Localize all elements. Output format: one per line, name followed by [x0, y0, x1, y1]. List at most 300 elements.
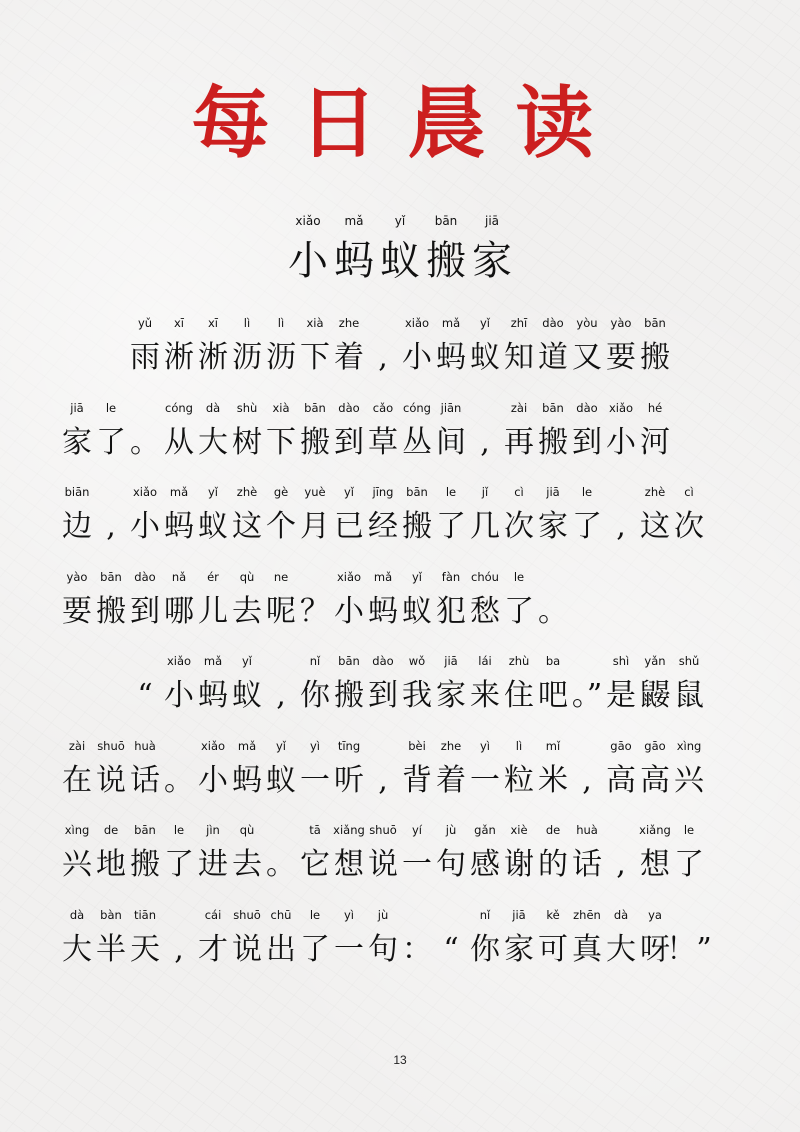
char-cell [536, 650, 570, 722]
char-cell [60, 819, 94, 891]
hanzi: 下 [300, 340, 330, 375]
char-cell [230, 735, 264, 807]
text-line [60, 735, 706, 807]
pinyin: ba [545, 654, 561, 668]
pinyin: wǒ [408, 654, 426, 668]
hanzi: 小 [164, 678, 194, 713]
char-cell [434, 735, 468, 807]
pinyin: dào [372, 654, 394, 668]
hanzi: 进 [198, 847, 228, 882]
char-cell [128, 650, 162, 722]
pinyin: shǔ [678, 654, 700, 668]
pinyin: bān [134, 823, 156, 837]
char-cell [332, 904, 366, 976]
pinyin: shuō [369, 823, 397, 837]
char-cell [128, 481, 162, 553]
char-cell [502, 312, 536, 384]
char-cell [570, 650, 604, 722]
pinyin: zhēn [573, 907, 601, 922]
pinyin: jīng [372, 485, 394, 499]
hanzi: 的 [538, 847, 568, 882]
pinyin: xiǎng [333, 823, 365, 837]
title-char [285, 210, 331, 290]
char-cell [60, 735, 94, 807]
pinyin: yǐ [241, 654, 252, 668]
pinyin: mǎ [169, 485, 189, 499]
pinyin: le [173, 823, 185, 837]
pinyin: zài [68, 738, 86, 753]
hanzi: 经 [368, 509, 398, 544]
pinyin: cái [204, 907, 222, 922]
char-cell [468, 566, 502, 638]
hanzi: 家 [62, 424, 92, 460]
hanzi: 才 [198, 931, 228, 967]
text-line [60, 481, 706, 553]
pinyin: cóng [403, 400, 431, 415]
pinyin: dào [338, 400, 360, 415]
hanzi: 住 [504, 678, 534, 713]
hanzi: 到 [572, 424, 602, 460]
char-cell [94, 481, 128, 553]
char-cell [264, 904, 298, 976]
pinyin: zhù [508, 654, 530, 668]
hanzi: 我 [402, 678, 432, 713]
char-cell [400, 312, 434, 384]
pinyin: yí [411, 823, 422, 837]
char-cell [332, 819, 366, 891]
char-cell [468, 650, 502, 722]
char-cell [502, 735, 536, 807]
hanzi: 这 [640, 509, 670, 544]
pinyin: zhī [510, 316, 528, 330]
hanzi: 感 [470, 847, 500, 882]
char-cell [264, 735, 298, 807]
hanzi: 草 [368, 424, 398, 460]
hanzi: 雨 [130, 340, 160, 375]
hanzi: 蚁 [232, 678, 262, 713]
hanzi: 河 [640, 424, 670, 460]
hanzi: 出 [266, 931, 296, 967]
char-cell [332, 397, 366, 469]
pinyin: jìn [206, 823, 220, 837]
char-cell [536, 481, 570, 553]
pinyin: bān [338, 654, 360, 668]
char-cell [332, 312, 366, 384]
hanzi: 蚂 [436, 340, 466, 375]
hanzi: 已 [334, 509, 364, 544]
hanzi: 。 [130, 424, 160, 460]
pinyin: bān [304, 400, 326, 415]
hanzi: 了 [300, 931, 330, 967]
pinyin: nǎ [171, 569, 187, 584]
pinyin: bān [644, 316, 666, 330]
pinyin: yǐ [394, 214, 406, 228]
pinyin: gāo [610, 738, 632, 753]
char-cell [400, 650, 434, 722]
pinyin: mǎ [203, 654, 223, 668]
hanzi: 到 [130, 593, 160, 629]
pinyin: xìng [64, 823, 90, 837]
hanzi: 了 [674, 847, 704, 882]
char-cell [298, 735, 332, 807]
char-cell [230, 566, 264, 638]
hanzi: 了 [572, 509, 602, 544]
char-cell [638, 650, 672, 722]
hanzi: 搬 [538, 424, 568, 460]
hanzi: ： [402, 931, 432, 967]
char-cell [434, 481, 468, 553]
hanzi: 半 [96, 931, 126, 967]
hanzi: 淅 [198, 340, 228, 375]
char-cell [128, 735, 162, 807]
pinyin: gāo [644, 738, 666, 753]
hanzi: 蚂 [334, 238, 374, 284]
char-cell [94, 397, 128, 469]
hanzi: “ [443, 931, 459, 967]
pinyin: nǐ [309, 654, 321, 668]
hanzi: 你 [470, 931, 500, 967]
hanzi: 它 [300, 847, 330, 882]
char-cell [366, 312, 400, 384]
pinyin: xiǎo [132, 485, 158, 499]
page-number: 13 [393, 1053, 407, 1067]
char-cell [604, 481, 638, 553]
pinyin: yǎn [644, 654, 666, 668]
char-cell [60, 397, 94, 469]
hanzi: , [582, 762, 592, 798]
pinyin: gǎn [474, 823, 496, 837]
char-cell [536, 312, 570, 384]
pinyin: jǐ [481, 485, 489, 499]
char-cell [536, 566, 570, 638]
char-cell [502, 566, 536, 638]
pinyin: dào [134, 569, 156, 584]
hanzi: 小 [402, 340, 432, 375]
char-cell [128, 819, 162, 891]
hanzi: , [378, 762, 388, 798]
hanzi: 你 [300, 678, 330, 713]
pinyin: dào [576, 400, 598, 415]
hanzi: 蚁 [266, 762, 296, 798]
hanzi: 边 [62, 509, 92, 544]
hanzi: 着 [436, 762, 466, 798]
pinyin: bān [406, 485, 428, 499]
pinyin: mǐ [545, 738, 561, 753]
hanzi: 次 [674, 509, 704, 544]
char-cell [264, 566, 298, 638]
pinyin: de [103, 823, 119, 837]
char-cell [468, 904, 502, 976]
hanzi: 。 [538, 593, 568, 629]
hanzi: , [480, 424, 490, 460]
char-cell [536, 397, 570, 469]
pinyin: ne [273, 569, 289, 584]
hanzi: 树 [232, 424, 262, 460]
hanzi: 蚁 [470, 340, 500, 375]
char-cell [298, 312, 332, 384]
char-cell [128, 312, 162, 384]
hanzi: 小 [606, 424, 636, 460]
pinyin: lái [478, 654, 492, 668]
char-cell [638, 312, 672, 384]
char-cell [196, 819, 230, 891]
char-cell [434, 904, 468, 976]
hanzi: , [174, 931, 184, 967]
hanzi: 搬 [300, 424, 330, 460]
story-title [0, 210, 800, 290]
char-cell [468, 397, 502, 469]
char-cell [604, 312, 638, 384]
pinyin: mǎ [373, 569, 393, 584]
pinyin: jù [445, 823, 457, 837]
pinyin: zhe [440, 738, 462, 753]
hanzi: 沥 [266, 340, 296, 375]
char-cell [400, 904, 434, 976]
char-cell [502, 904, 536, 976]
char-cell [638, 819, 672, 891]
pinyin: xià [272, 400, 290, 415]
hanzi: 丛 [402, 424, 432, 460]
char-cell [638, 735, 672, 807]
char-cell [400, 819, 434, 891]
hanzi: 地 [96, 847, 126, 882]
pinyin: lì [515, 738, 523, 753]
pinyin: ér [207, 569, 219, 584]
char-cell [400, 566, 434, 638]
hanzi: 句 [368, 931, 398, 967]
hanzi: 话 [572, 847, 602, 882]
hanzi: 着 [334, 340, 364, 375]
hanzi: 小 [334, 593, 364, 629]
pinyin: kě [546, 907, 560, 922]
char-cell [196, 312, 230, 384]
hanzi: 到 [368, 678, 398, 713]
char-cell [468, 819, 502, 891]
hanzi: 大 [62, 931, 92, 967]
pinyin: qù [239, 823, 255, 837]
char-cell [604, 904, 638, 976]
pinyin: shì [612, 654, 630, 668]
hanzi: 从 [164, 424, 194, 460]
hanzi: 。 [164, 762, 194, 798]
text-line [60, 397, 672, 469]
pinyin: huà [576, 823, 598, 837]
char-cell [230, 312, 264, 384]
char-cell [502, 397, 536, 469]
pinyin: lì [277, 316, 285, 330]
story-title-chars [285, 210, 515, 290]
hanzi: 想 [640, 847, 670, 882]
hanzi: 家 [472, 238, 512, 284]
char-cell [162, 481, 196, 553]
char-cell [264, 312, 298, 384]
char-cell [570, 735, 604, 807]
hanzi: 想 [334, 847, 364, 882]
pinyin: zhè [644, 485, 666, 499]
char-cell [502, 481, 536, 553]
char-cell [162, 312, 196, 384]
pinyin: yuè [304, 485, 326, 499]
char-cell [638, 481, 672, 553]
pinyin: dà [205, 400, 221, 415]
char-cell [298, 650, 332, 722]
hanzi: 说 [96, 762, 126, 798]
hanzi: 了 [436, 509, 466, 544]
pinyin: xià [306, 316, 324, 330]
char-cell [298, 819, 332, 891]
hanzi: 蚂 [198, 678, 228, 713]
char-cell [264, 397, 298, 469]
char-cell [434, 312, 468, 384]
pinyin: xìng [676, 738, 702, 753]
hanzi: 间 [436, 424, 466, 460]
hanzi: 愁 [470, 593, 500, 629]
hanzi: 次 [504, 509, 534, 544]
pinyin: fàn [441, 569, 461, 584]
char-cell [672, 481, 706, 553]
hanzi: 搬 [334, 678, 364, 713]
char-cell [536, 819, 570, 891]
char-cell [162, 904, 196, 976]
char-cell [604, 397, 638, 469]
pinyin: yào [66, 569, 88, 584]
pinyin: le [513, 569, 525, 584]
char-cell [230, 904, 264, 976]
char-cell [366, 397, 400, 469]
pinyin: le [445, 485, 457, 499]
pinyin: cì [684, 485, 694, 499]
pinyin: jiā [512, 907, 526, 922]
pinyin: yǐ [479, 316, 490, 330]
char-cell [230, 819, 264, 891]
text-line [60, 312, 672, 384]
char-cell [94, 735, 128, 807]
pinyin: zhe [338, 316, 360, 330]
char-cell [536, 904, 570, 976]
char-cell [298, 566, 332, 638]
hanzi: 在 [62, 762, 92, 798]
char-cell [128, 397, 162, 469]
pinyin: mǎ [344, 214, 364, 228]
hanzi: , [616, 509, 626, 544]
hanzi: 蚂 [368, 593, 398, 629]
pinyin: shuō [97, 738, 125, 753]
hanzi: 听 [334, 762, 364, 798]
pinyin: yì [343, 907, 354, 922]
pinyin: dà [613, 907, 629, 922]
hanzi: 一 [300, 762, 330, 798]
hanzi: 蚂 [164, 509, 194, 544]
char-cell [366, 566, 400, 638]
hanzi: 知 [504, 340, 534, 375]
hanzi: 了 [504, 593, 534, 629]
char-cell [366, 650, 400, 722]
char-cell [638, 397, 672, 469]
char-cell [196, 735, 230, 807]
hanzi: 句 [436, 847, 466, 882]
pinyin: shù [236, 400, 258, 415]
char-cell [332, 735, 366, 807]
char-cell [298, 904, 332, 976]
hanzi: 犯 [436, 593, 466, 629]
title-char [423, 210, 469, 290]
char-cell [672, 819, 706, 891]
hanzi: 几 [470, 509, 500, 544]
pinyin: yào [610, 316, 632, 330]
pinyin: qù [239, 569, 255, 584]
char-cell [162, 650, 196, 722]
pinyin: xiǎo [608, 400, 634, 415]
pinyin: jiā [70, 400, 84, 415]
hanzi: 小 [288, 238, 328, 284]
hanzi: 家 [538, 509, 568, 544]
hanzi: , [106, 509, 116, 544]
char-cell [366, 735, 400, 807]
hanzi: 吧 [538, 678, 568, 713]
hanzi: 呀 [640, 931, 670, 967]
pinyin: bān [100, 569, 122, 584]
char-cell [264, 819, 298, 891]
char-cell [434, 819, 468, 891]
pinyin: bàn [100, 907, 122, 922]
pinyin: xī [173, 316, 184, 330]
pinyin: shuō [233, 907, 261, 922]
char-cell [264, 481, 298, 553]
pinyin: xiǎo [295, 214, 321, 228]
pinyin: xiǎo [200, 738, 226, 753]
char-cell [298, 397, 332, 469]
char-cell [672, 735, 706, 807]
pinyin: xiǎo [336, 569, 362, 584]
hanzi: 背 [402, 762, 432, 798]
hanzi: 来 [470, 678, 500, 713]
hanzi: 个 [266, 509, 296, 544]
hanzi: 道 [538, 340, 568, 375]
pinyin: le [581, 485, 593, 499]
char-cell [468, 481, 502, 553]
char-cell [196, 650, 230, 722]
pinyin: le [105, 400, 117, 415]
pinyin: bèi [408, 738, 426, 753]
char-cell [196, 481, 230, 553]
pinyin: zài [510, 400, 528, 415]
pinyin: xiè [510, 823, 528, 837]
char-cell [400, 481, 434, 553]
hanzi: , [378, 340, 388, 375]
text-line [60, 819, 706, 891]
char-cell [604, 735, 638, 807]
pinyin: mǎ [237, 738, 257, 753]
hanzi: ？ [300, 593, 330, 629]
pinyin: jiā [484, 214, 500, 228]
pinyin: ya [648, 907, 662, 922]
hanzi: 粒 [504, 762, 534, 798]
hanzi: 了 [96, 424, 126, 460]
char-cell [94, 566, 128, 638]
pinyin: chū [270, 907, 292, 922]
char-cell [366, 904, 400, 976]
pinyin: dào [542, 316, 564, 330]
char-cell [196, 904, 230, 976]
pinyin: cì [514, 485, 524, 499]
hanzi: 去 [232, 847, 262, 882]
pinyin: gè [273, 485, 289, 499]
hanzi: 蚁 [380, 238, 420, 284]
pinyin: lì [243, 316, 251, 330]
hanzi: 说 [232, 931, 262, 967]
char-cell [230, 481, 264, 553]
char-cell [400, 397, 434, 469]
